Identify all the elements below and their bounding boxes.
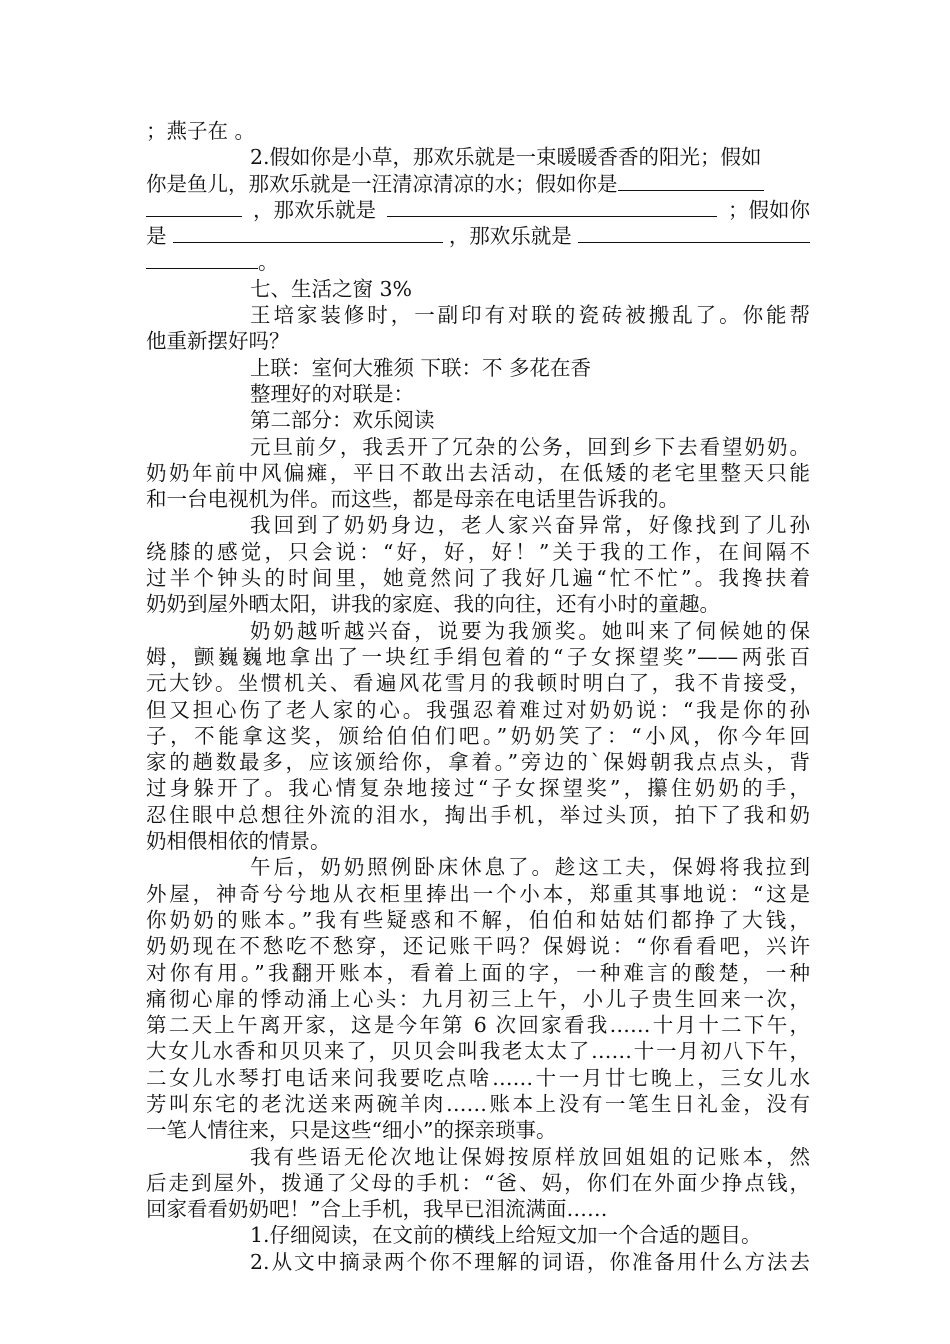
exercise-q2-text: 你是鱼儿，那欢乐就是一汪清凉清凉的水；假如你是 (146, 171, 618, 196)
exercise-line-1: ；燕子在 。 (146, 119, 256, 143)
fill-blank[interactable] (146, 250, 258, 269)
exercise-q2-line-5 (146, 249, 810, 275)
story-line: 二女儿水琴打电话来问我要吃点啥……十一月廿七晚上，三女儿水 (146, 1065, 810, 1090)
story-line: 奶奶现在不愁吃不愁穿，还记账干吗？保姆说：“你看看吧，兴许 (146, 934, 810, 959)
document-page (146, 118, 810, 1275)
story-line: 奶奶年前中风偏瘫，平日不敢出去活动，在低矮的老宅里整天只能 (146, 460, 810, 485)
exercise-q2-text: ；假如你 (728, 197, 810, 222)
story-line: 元旦前夕，我丢开了冗杂的公务，回到乡下去看望奶奶。 (250, 434, 810, 459)
story-line: 第二天上午离开家，这是今年第 6 次回家看我……十月十二下午， (146, 1013, 810, 1038)
exercise-q2-line-3 (146, 197, 810, 223)
section-prompt: 他重新摆好吗？ (146, 329, 290, 354)
story-line: 午后，奶奶照例卧床休息了。趁这工夫，保姆将我拉到 (250, 855, 810, 880)
story-line: 奶奶到屋外晒太阳，讲我的家庭、我的向往，还有小时的童趣。 (146, 592, 720, 617)
story-line: 但又担心伤了老人家的心。我强忍着难过对奶奶说：“我是你的孙 (146, 697, 810, 722)
answer-label: 整理好的对联是： (250, 381, 414, 406)
story-paragraph (146, 618, 810, 855)
story-line: 忍住眼中总想往外流的泪水，掏出手机，举过头顶，拍下了我和奶 (146, 802, 810, 827)
story-line: 姆，颤巍巍地拿出了一块红手绢包着的“子女探望奖”——两张百 (146, 644, 810, 669)
fill-blank[interactable] (618, 172, 764, 191)
story-line: 奶奶越听越兴奋，说要为我颁奖。她叫来了伺候她的保 (250, 618, 810, 643)
story-line: 我回到了奶奶身边，老人家兴奋异常，好像找到了儿孙 (250, 513, 810, 538)
story-paragraph (146, 1144, 810, 1223)
story-line: 痛彻心扉的悸动涌上心头：九月初三上午，小儿子贵生回来一次， (146, 986, 810, 1011)
story-paragraph (146, 512, 810, 617)
story-line: 你奶奶的账本。”我有些疑惑和不解，伯伯和姑姑们都挣了大钱， (146, 907, 810, 932)
section-heading: 七、生活之窗 3% (250, 276, 413, 301)
story-line: 过身躲开了。我心情复杂地接过“子女探望奖”，攥住奶奶的手， (146, 776, 810, 801)
story-line: 绕膝的感觉，只会说：“好，好，好！”关于我的工作，在间隔不 (146, 539, 810, 564)
couplet-text: 上联：室何大雅须 下联：不 多花在香 (250, 355, 592, 380)
fill-blank[interactable] (387, 198, 717, 217)
story-line: 大女儿水香和贝贝来了，贝贝会叫我老太太了……十一月初八下午， (146, 1039, 810, 1064)
story-line: 奶相偎相依的情景。 (146, 829, 331, 854)
fill-blank[interactable] (578, 224, 810, 243)
question-2: 2.从文中摘录两个你不理解的词语，你准备用什么方法去 (250, 1249, 810, 1274)
story-line: 芳叫东宅的老沈送来两碗羊肉……账本上没有一笔生日礼金，没有 (146, 1091, 810, 1116)
part-heading: 第二部分：欢乐阅读 (250, 408, 435, 433)
story-line: 元大钞。坐惯机关、看遍风花雪月的我顿时明白了，我不肯接受， (146, 671, 810, 696)
story-line: 子，不能拿这奖，颁给伯伯们吧。”奶奶笑了：“小风，你今年回 (146, 723, 810, 748)
exercise-q2-text: 。 (258, 250, 279, 275)
exercise-q2-text: ，那欢乐就是 (448, 224, 572, 249)
story-paragraph (146, 434, 810, 513)
story-line: 回家看看奶奶吧！”合上手机，我早已泪流满面…… (146, 1197, 608, 1222)
exercise-q2-text: 是 (146, 224, 167, 249)
exercise-q2-line-1: 2.假如你是小草，那欢乐就是一束暖暖香香的阳光；假如 (250, 145, 762, 170)
story-paragraph (146, 854, 810, 1143)
exercise-q2-line-2 (146, 171, 810, 197)
exercise-q2-line-4 (146, 223, 810, 249)
story-line: 对你有用。”我翻开账本，看着上面的字，一种难言的酸楚，一种 (146, 960, 810, 985)
section-prompt: 王培家装修时，一副印有对联的瓷砖被搬乱了。你能帮 (250, 303, 810, 328)
story-line: 和一台电视机为伴。而这些，都是母亲在电话里告诉我的。 (146, 487, 679, 512)
question-1: 1.仔细阅读，在文前的横线上给短文加一个合适的题目。 (250, 1223, 762, 1248)
story-line: 一笔人情往来，只是这些“细小”的探亲琐事。 (146, 1118, 557, 1143)
story-line: 家的趟数最多，应该颁给你，拿着。”旁边的`保姆朝我点点头，背 (146, 750, 810, 775)
exercise-q2-text: ，那欢乐就是 (253, 197, 376, 222)
fill-blank[interactable] (146, 198, 242, 217)
fill-blank[interactable] (173, 224, 443, 243)
story-line: 我有些语无伦次地让保姆按原样放回姐姐的记账本，然 (250, 1144, 810, 1169)
story-line: 后走到屋外，拨通了父母的手机：“爸、妈，你们在外面少挣点钱， (146, 1170, 810, 1195)
story-line: 外屋，神奇兮兮地从衣柜里捧出一个小本，郑重其事地说：“这是 (146, 881, 810, 906)
story-line: 过半个钟头的时间里，她竟然问了我好几遍“忙不忙”。我搀扶着 (146, 566, 810, 591)
